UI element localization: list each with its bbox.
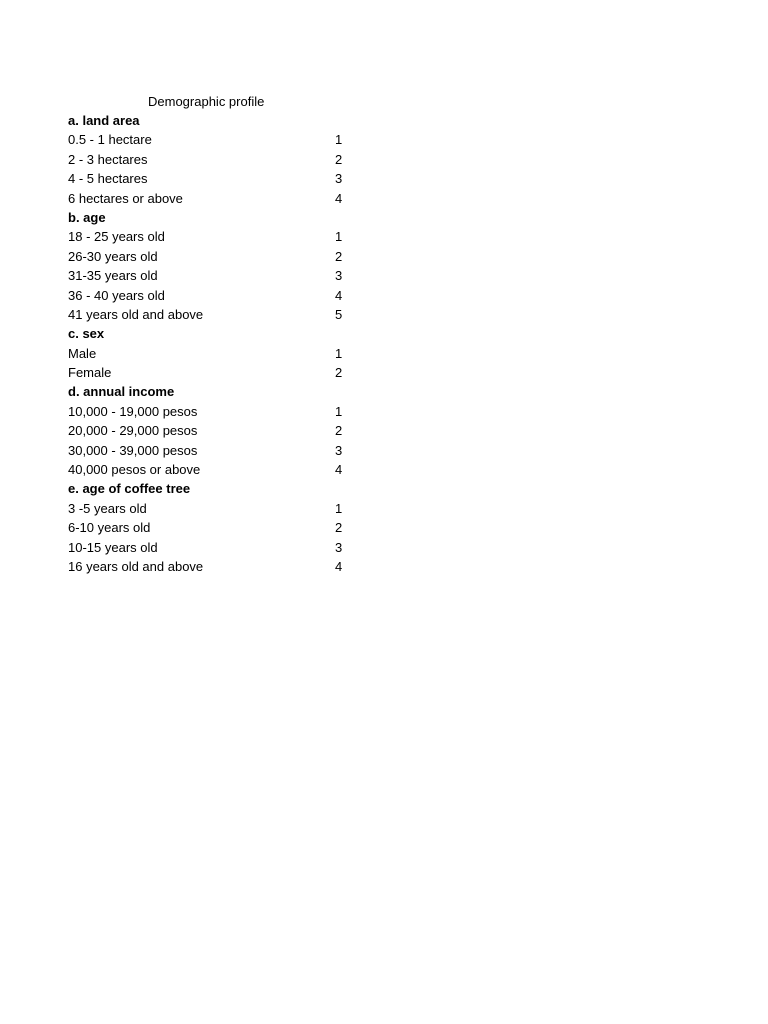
table-row bbox=[68, 169, 358, 188]
row-label: 0.5 - 1 hectare bbox=[68, 132, 152, 148]
row-label: 31-35 years old bbox=[68, 268, 158, 284]
table-row bbox=[68, 305, 358, 324]
demographic-profile-table bbox=[68, 111, 358, 576]
row-code: 2 bbox=[335, 520, 343, 536]
row-label: 18 - 25 years old bbox=[68, 229, 165, 245]
row-label: 41 years old and above bbox=[68, 306, 204, 322]
row-label: 36 - 40 years old bbox=[68, 287, 165, 303]
section-heading-label: e. age of coffee tree bbox=[68, 481, 191, 497]
table-row bbox=[68, 421, 358, 440]
row-label: 40,000 pesos or above bbox=[68, 462, 201, 478]
table-row bbox=[68, 518, 358, 537]
row-code: 2 bbox=[335, 248, 343, 264]
section-heading-label: d. annual income bbox=[68, 384, 175, 400]
table-row bbox=[68, 499, 358, 518]
row-code: 3 bbox=[335, 442, 343, 458]
section-heading bbox=[68, 324, 358, 343]
row-code: 5 bbox=[335, 306, 343, 322]
row-code: 1 bbox=[335, 403, 343, 419]
table-row bbox=[68, 557, 358, 576]
row-label: 2 - 3 hectares bbox=[68, 151, 148, 167]
row-code: 4 bbox=[335, 462, 343, 478]
section-heading bbox=[68, 479, 358, 498]
row-label: 4 - 5 hectares bbox=[68, 171, 148, 187]
row-label: Female bbox=[68, 365, 112, 381]
row-code: 1 bbox=[335, 500, 343, 516]
row-code: 2 bbox=[335, 365, 343, 381]
table-row bbox=[68, 460, 358, 479]
row-code: 4 bbox=[335, 190, 343, 206]
row-label: 10,000 - 19,000 pesos bbox=[68, 403, 198, 419]
table-row bbox=[68, 189, 358, 208]
row-label: 3 -5 years old bbox=[68, 500, 147, 516]
row-label: 6-10 years old bbox=[68, 520, 151, 536]
row-code: 2 bbox=[335, 423, 343, 439]
table-row bbox=[68, 266, 358, 285]
table-row bbox=[68, 363, 358, 382]
row-code: 1 bbox=[335, 132, 343, 148]
row-label: 20,000 - 29,000 pesos bbox=[68, 423, 198, 439]
table-row bbox=[68, 227, 358, 246]
row-code: 3 bbox=[335, 268, 343, 284]
section-heading bbox=[68, 382, 358, 401]
row-code: 2 bbox=[335, 151, 343, 167]
row-label: 6 hectares or above bbox=[68, 190, 183, 206]
section-heading-label: c. sex bbox=[68, 326, 105, 342]
row-code: 3 bbox=[335, 539, 343, 555]
row-label: 26-30 years old bbox=[68, 248, 158, 264]
row-label: 10-15 years old bbox=[68, 539, 158, 555]
page-title: Demographic profile bbox=[148, 94, 265, 109]
row-code: 1 bbox=[335, 345, 343, 361]
table-row bbox=[68, 286, 358, 305]
section-heading bbox=[68, 208, 358, 227]
section-heading-label: b. age bbox=[68, 209, 106, 225]
table-row bbox=[68, 538, 358, 557]
table-row bbox=[68, 150, 358, 169]
table-row bbox=[68, 441, 358, 460]
row-code: 3 bbox=[335, 171, 343, 187]
table-row bbox=[68, 247, 358, 266]
section-heading-label: a. land area bbox=[68, 113, 140, 128]
table-row bbox=[68, 130, 358, 149]
row-code: 4 bbox=[335, 287, 343, 303]
row-label: 30,000 - 39,000 pesos bbox=[68, 442, 198, 458]
table-row bbox=[68, 402, 358, 421]
row-code: 1 bbox=[335, 229, 343, 245]
row-label: 16 years old and above bbox=[68, 558, 204, 574]
row-code: 4 bbox=[335, 558, 343, 574]
row-label: Male bbox=[68, 345, 97, 361]
table-row bbox=[68, 344, 358, 363]
section-heading bbox=[68, 111, 358, 130]
